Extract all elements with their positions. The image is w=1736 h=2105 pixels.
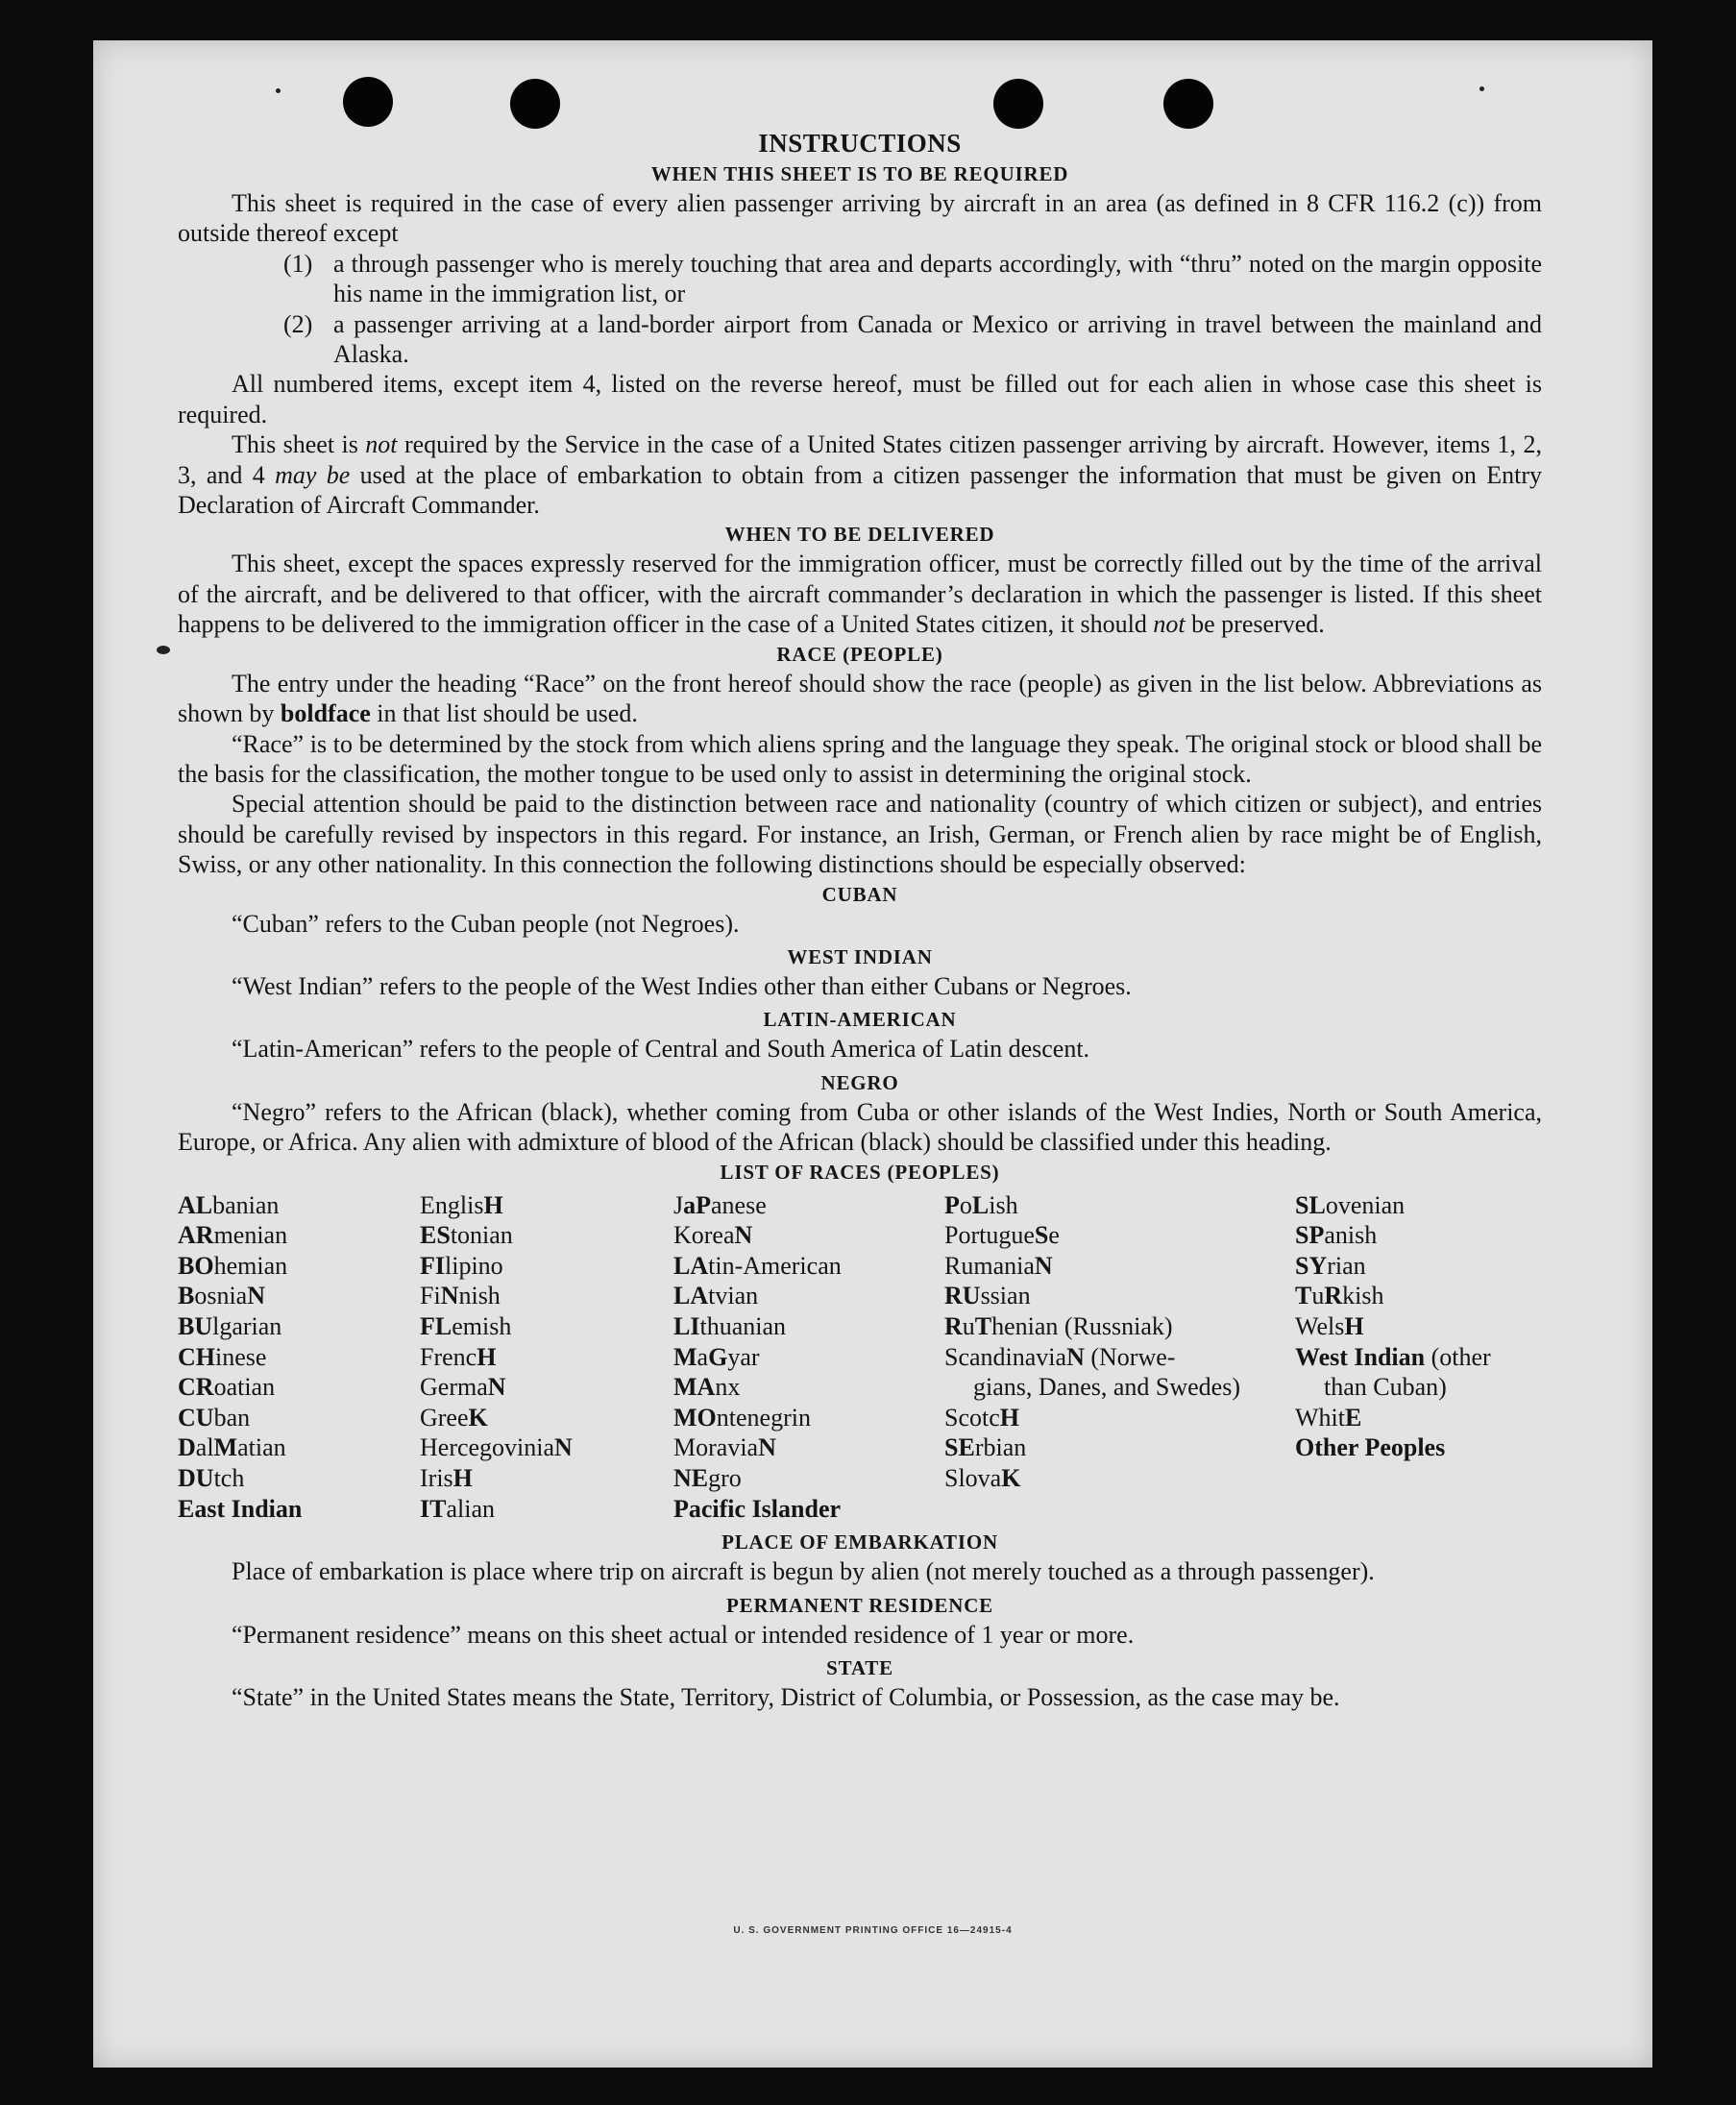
race-abbrev: L xyxy=(971,1190,990,1219)
race-text: (Norwe- xyxy=(1084,1342,1176,1371)
race-entry xyxy=(420,1281,673,1311)
race-entry xyxy=(420,1311,673,1342)
race-text: ssian xyxy=(980,1282,1031,1310)
race-text: Fi xyxy=(420,1282,441,1310)
race-entry xyxy=(178,1190,420,1221)
list-item xyxy=(283,309,1542,370)
section-heading-west-indian: WEST INDIAN xyxy=(787,944,933,968)
race-abbrev: aP xyxy=(683,1190,712,1219)
races-column xyxy=(420,1190,673,1525)
race-text: Slova xyxy=(944,1463,1002,1492)
text-run: This sheet, except the spaces expressly reserved for the immigration officer, must be correctly filled out by the time of the arrival of the aircraft, and be delivered to that officer, with the aircraft commander’s declaration in which the passenger is listed. If this sheet happens to be delivered to the immigration officer in the case of a United States citizen, it should xyxy=(178,550,1542,639)
page-title: INSTRUCTIONS xyxy=(758,129,962,158)
races-column xyxy=(944,1190,1295,1525)
race-entry xyxy=(1295,1403,1542,1433)
section-heading-races-list: LIST OF RACES (PEOPLES) xyxy=(720,1160,1000,1184)
race-text: tonian xyxy=(450,1221,513,1250)
race-entry xyxy=(178,1220,420,1251)
paragraph: “Permanent residence” means on this sheet actual or intended residence of 1 year or more. xyxy=(232,1620,1135,1649)
race-abbrev: N xyxy=(554,1433,573,1462)
race-abbrev: Other Peoples xyxy=(1295,1433,1446,1462)
race-entry xyxy=(1295,1190,1542,1221)
race-entry-continuation: than Cuban) xyxy=(1324,1373,1447,1402)
list-item xyxy=(283,249,1542,309)
race-abbrev: K xyxy=(468,1403,488,1432)
race-text: Moravia xyxy=(673,1433,759,1462)
race-abbrev: LA xyxy=(673,1251,709,1280)
races-column xyxy=(178,1190,420,1525)
race-text: rian xyxy=(1327,1251,1366,1280)
race-text: u xyxy=(962,1311,975,1340)
race-entry xyxy=(944,1403,1295,1433)
race-text: hemian xyxy=(213,1251,288,1280)
race-abbrev: SP xyxy=(1295,1221,1325,1250)
race-abbrev: SE xyxy=(944,1433,975,1462)
paragraph: “Negro” refers to the African (black), whether coming from Cuba or other islands of the West Indies, North or South America, Europe, or Africa. Any alien with admixture of blood of the African (black) should be classified under this heading. xyxy=(178,1097,1542,1157)
race-abbrev: FI xyxy=(420,1251,445,1280)
text-run: in that list should be used. xyxy=(370,699,638,728)
section-heading-latin-american: LATIN-AMERICAN xyxy=(763,1008,957,1032)
race-abbrev: CR xyxy=(178,1373,214,1402)
race-text: Korea xyxy=(673,1221,735,1250)
race-abbrev: E xyxy=(1345,1403,1362,1432)
document-sheet xyxy=(93,40,1652,2068)
race-entry xyxy=(178,1251,420,1282)
race-entry xyxy=(944,1342,1295,1373)
text-run: The entry under the heading “Race” on the front hereof should show the race (people) as given in the list below. Abbreviations as shown by xyxy=(178,669,1542,728)
race-entry xyxy=(178,1494,420,1525)
race-text: Scandinavia xyxy=(944,1342,1067,1371)
race-abbrev: LA xyxy=(673,1282,709,1310)
race-text: Whit xyxy=(1295,1403,1345,1432)
paragraph: “State” in the United States means the State, Territory, District of Columbia, or Possession, as the case may be. xyxy=(232,1682,1340,1711)
instructions-body xyxy=(178,127,1542,1712)
race-abbrev: N xyxy=(1034,1251,1053,1280)
race-text: Frenc xyxy=(420,1342,477,1371)
race-entry xyxy=(1295,1311,1542,1342)
race-abbrev: H xyxy=(1344,1311,1364,1340)
race-abbrev: SY xyxy=(1295,1251,1328,1280)
race-abbrev: LI xyxy=(673,1311,700,1340)
paragraph: Special attention should be paid to the distinction between race and nationality (country of which citizen or subject), and entries should be carefully revised by inspectors in this regard. For instance, an Irish, German, or French alien by race might be of English, Swiss, or any other nationality. In this connection the following distinctions should be especially observed: xyxy=(178,790,1542,879)
race-entry xyxy=(420,1494,673,1525)
race-abbrev: BU xyxy=(178,1311,213,1340)
race-text: tvian xyxy=(708,1282,759,1310)
race-entry xyxy=(944,1281,1295,1311)
race-text: Hercegovinia xyxy=(420,1433,555,1462)
emphasis: not xyxy=(1153,610,1186,639)
item-text: a passenger arriving at a land-border airport from Canada or Mexico or arriving in travel between the mainland and Alaska. xyxy=(333,309,1542,369)
race-entry xyxy=(673,1432,944,1463)
race-entry xyxy=(178,1311,420,1342)
race-abbrev: BO xyxy=(178,1251,214,1280)
race-entry xyxy=(673,1251,944,1282)
race-abbrev: MA xyxy=(673,1373,716,1402)
punch-hole xyxy=(993,79,1043,129)
race-abbrev: T xyxy=(974,1311,992,1340)
race-abbrev: N xyxy=(1066,1342,1085,1371)
race-text: anish xyxy=(1324,1221,1378,1250)
race-abbrev: H xyxy=(999,1403,1019,1432)
race-abbrev: B xyxy=(178,1282,195,1310)
race-abbrev: N xyxy=(758,1433,776,1462)
race-text: anese xyxy=(711,1190,767,1219)
race-text: al xyxy=(195,1433,214,1462)
race-text: ish xyxy=(989,1190,1018,1219)
paragraph: “West Indian” refers to the people of the West Indies other than either Cubans or Negroes. xyxy=(232,971,1132,1000)
races-column xyxy=(1295,1190,1542,1525)
race-entry xyxy=(1295,1281,1542,1311)
race-abbrev: H xyxy=(483,1190,503,1219)
race-entry xyxy=(420,1372,673,1403)
ink-speck xyxy=(1479,86,1484,91)
race-text: Englis xyxy=(420,1190,484,1219)
race-entry xyxy=(178,1281,420,1311)
race-entry xyxy=(673,1311,944,1342)
race-text: ban xyxy=(213,1403,251,1432)
race-text: Portugue xyxy=(944,1221,1035,1250)
race-text: o xyxy=(959,1190,972,1219)
race-abbrev: DU xyxy=(178,1463,214,1492)
race-text: Scotc xyxy=(944,1403,1000,1432)
race-entry xyxy=(178,1372,420,1403)
text-run: be preserved. xyxy=(1185,610,1325,639)
race-abbrev: R xyxy=(944,1311,963,1340)
punch-hole xyxy=(343,77,393,127)
item-text: a through passenger who is merely touching that area and departs accordingly, with “thru” noted on the margin opposite his name in the immigration list, or xyxy=(333,249,1542,308)
race-abbrev: FL xyxy=(420,1311,452,1340)
race-entry xyxy=(420,1220,673,1251)
paragraph xyxy=(178,669,1542,729)
section-heading-cuban: CUBAN xyxy=(821,882,898,906)
race-entry xyxy=(1295,1220,1542,1251)
race-abbrev: NE xyxy=(673,1463,709,1492)
race-abbrev: CU xyxy=(178,1403,214,1432)
race-entry xyxy=(944,1251,1295,1282)
race-text: lipino xyxy=(445,1251,503,1280)
race-entry xyxy=(178,1463,420,1494)
race-entry xyxy=(673,1220,944,1251)
race-text: Gree xyxy=(420,1403,469,1432)
race-entry xyxy=(944,1190,1295,1221)
race-entry xyxy=(178,1403,420,1433)
race-abbrev: P xyxy=(944,1190,960,1219)
race-abbrev: N xyxy=(247,1282,266,1310)
race-text: osnia xyxy=(194,1282,248,1310)
punch-hole xyxy=(1163,79,1213,129)
race-entry xyxy=(1295,1342,1542,1373)
race-abbrev: CH xyxy=(178,1342,215,1371)
race-text: emish xyxy=(452,1311,512,1340)
race-entry xyxy=(420,1342,673,1373)
race-entry xyxy=(944,1220,1295,1251)
race-text: ovenian xyxy=(1325,1190,1406,1219)
race-text: alian xyxy=(446,1494,495,1523)
race-text: kish xyxy=(1342,1282,1384,1310)
paragraph: “Cuban” refers to the Cuban people (not Negroes). xyxy=(232,909,740,938)
race-entry xyxy=(420,1432,673,1463)
race-text: menian xyxy=(213,1221,288,1250)
race-text: banian xyxy=(212,1190,280,1219)
race-text: gro xyxy=(708,1463,742,1492)
section-heading-state: STATE xyxy=(826,1655,893,1679)
race-abbrev: T xyxy=(1295,1282,1312,1310)
race-entry xyxy=(673,1372,944,1403)
race-entry xyxy=(944,1432,1295,1463)
race-text: thuanian xyxy=(699,1311,786,1340)
race-abbrev: AL xyxy=(178,1190,213,1219)
race-abbrev: N xyxy=(487,1373,506,1402)
race-abbrev: West Indian xyxy=(1295,1342,1426,1371)
race-entry xyxy=(420,1190,673,1221)
emphasis: not xyxy=(365,430,398,459)
section-heading-negro: NEGRO xyxy=(820,1070,899,1094)
race-text: e xyxy=(1048,1221,1060,1250)
race-abbrev: ES xyxy=(420,1221,451,1250)
race-text: J xyxy=(673,1190,684,1219)
race-abbrev: N xyxy=(440,1282,459,1310)
race-entry xyxy=(673,1342,944,1373)
section-heading-embarkation: PLACE OF EMBARKATION xyxy=(721,1530,998,1554)
paragraph: This sheet is required in the case of every alien passenger arriving by aircraft in an area (as defined in 8 CFR 116.2 (c)) from outside thereof except xyxy=(178,189,1542,248)
section-heading-race: RACE (PEOPLE) xyxy=(776,642,943,666)
bold-text: boldface xyxy=(280,699,371,728)
race-entry xyxy=(944,1463,1295,1494)
race-text: (other xyxy=(1425,1342,1491,1371)
paragraph: “Latin-American” refers to the people of Central and South America of Latin descent. xyxy=(232,1035,1090,1064)
ink-speck xyxy=(157,646,170,654)
race-entry xyxy=(420,1403,673,1433)
race-entry xyxy=(1295,1432,1542,1463)
ink-speck xyxy=(276,88,281,93)
race-text: u xyxy=(1311,1282,1325,1310)
race-text: Wels xyxy=(1295,1311,1345,1340)
race-text: ntenegrin xyxy=(716,1403,811,1432)
race-text: nish xyxy=(458,1282,501,1310)
race-abbrev: G xyxy=(708,1342,728,1371)
races-column xyxy=(673,1190,944,1525)
section-heading-residence: PERMANENT RESIDENCE xyxy=(726,1593,993,1617)
race-entry xyxy=(420,1463,673,1494)
race-abbrev: M xyxy=(213,1433,238,1462)
race-text: Iris xyxy=(420,1463,453,1492)
paragraph: “Race” is to be determined by the stock from which aliens spring and the language they speak. The original stock or blood shall be the basis for the classification, the mother tongue to be used only to assist in determining the original stock. xyxy=(178,729,1542,788)
paragraph: Place of embarkation is place where trip on aircraft is begun by alien (not merely touched as a through passenger). xyxy=(232,1557,1375,1586)
race-abbrev: H xyxy=(452,1463,473,1492)
race-abbrev: K xyxy=(1001,1463,1021,1492)
race-abbrev: M xyxy=(673,1342,697,1371)
race-abbrev: S xyxy=(1034,1221,1049,1250)
paragraph xyxy=(178,549,1542,639)
race-abbrev: Pacific Islander xyxy=(673,1494,842,1523)
race-abbrev: RU xyxy=(944,1282,981,1310)
printer-imprint: U. S. GOVERNMENT PRINTING OFFICE 16—24915-4 xyxy=(733,1925,1013,1936)
race-text: Rumania xyxy=(944,1251,1035,1280)
race-entry xyxy=(420,1251,673,1282)
race-text: oatian xyxy=(213,1373,276,1402)
punch-hole xyxy=(510,79,560,129)
race-entry xyxy=(673,1281,944,1311)
race-text: atian xyxy=(237,1433,286,1462)
race-abbrev: H xyxy=(477,1342,497,1371)
race-text: tch xyxy=(213,1463,245,1492)
race-abbrev: R xyxy=(1324,1282,1343,1310)
race-text: henian (Russniak) xyxy=(991,1311,1173,1340)
race-entry xyxy=(673,1494,944,1525)
text-run: used at the place of embarkation to obtain from a citizen passenger the information that must be given on Entry Declaration of Aircraft Commander. xyxy=(178,460,1542,520)
race-entry xyxy=(1295,1251,1542,1282)
race-text: Germa xyxy=(420,1373,488,1402)
race-abbrev: D xyxy=(178,1433,196,1462)
race-abbrev: SL xyxy=(1295,1190,1326,1219)
item-number: (1) xyxy=(283,249,313,278)
race-abbrev: AR xyxy=(178,1221,214,1250)
text-run: This sheet is xyxy=(232,430,366,459)
section-heading-when-required: WHEN THIS SHEET IS TO BE REQUIRED xyxy=(650,162,1069,185)
race-text: rbian xyxy=(974,1433,1027,1462)
item-number: (2) xyxy=(283,309,313,338)
race-text: a xyxy=(697,1342,709,1371)
race-abbrev: MO xyxy=(673,1403,717,1432)
paragraph xyxy=(178,429,1542,520)
race-text: tin-American xyxy=(708,1251,842,1280)
race-entry xyxy=(944,1311,1295,1342)
section-heading-when-delivered: WHEN TO BE DELIVERED xyxy=(724,523,995,547)
text-run: required by the Service in the case of a United States citizen passenger arriving by aircraft. However, items 1, 2, 3, and 4 xyxy=(178,430,1542,489)
paragraph: All numbered items, except item 4, listed on the reverse hereof, must be filled out for each alien in whose case this sheet is required. xyxy=(178,370,1542,428)
race-entry xyxy=(673,1190,944,1221)
race-entry xyxy=(673,1403,944,1433)
race-text: lgarian xyxy=(212,1311,282,1340)
race-text: inese xyxy=(215,1342,267,1371)
race-entry xyxy=(673,1463,944,1494)
race-text: yar xyxy=(727,1342,760,1371)
race-abbrev: N xyxy=(734,1221,753,1250)
races-list xyxy=(178,1190,1542,1525)
race-entry-continuation: gians, Danes, and Swedes) xyxy=(973,1373,1240,1402)
race-abbrev: IT xyxy=(420,1494,447,1523)
race-entry xyxy=(178,1342,420,1373)
race-text: nx xyxy=(715,1373,741,1402)
race-abbrev: East Indian xyxy=(178,1494,303,1523)
race-entry xyxy=(178,1432,420,1463)
emphasis: may be xyxy=(275,460,351,489)
